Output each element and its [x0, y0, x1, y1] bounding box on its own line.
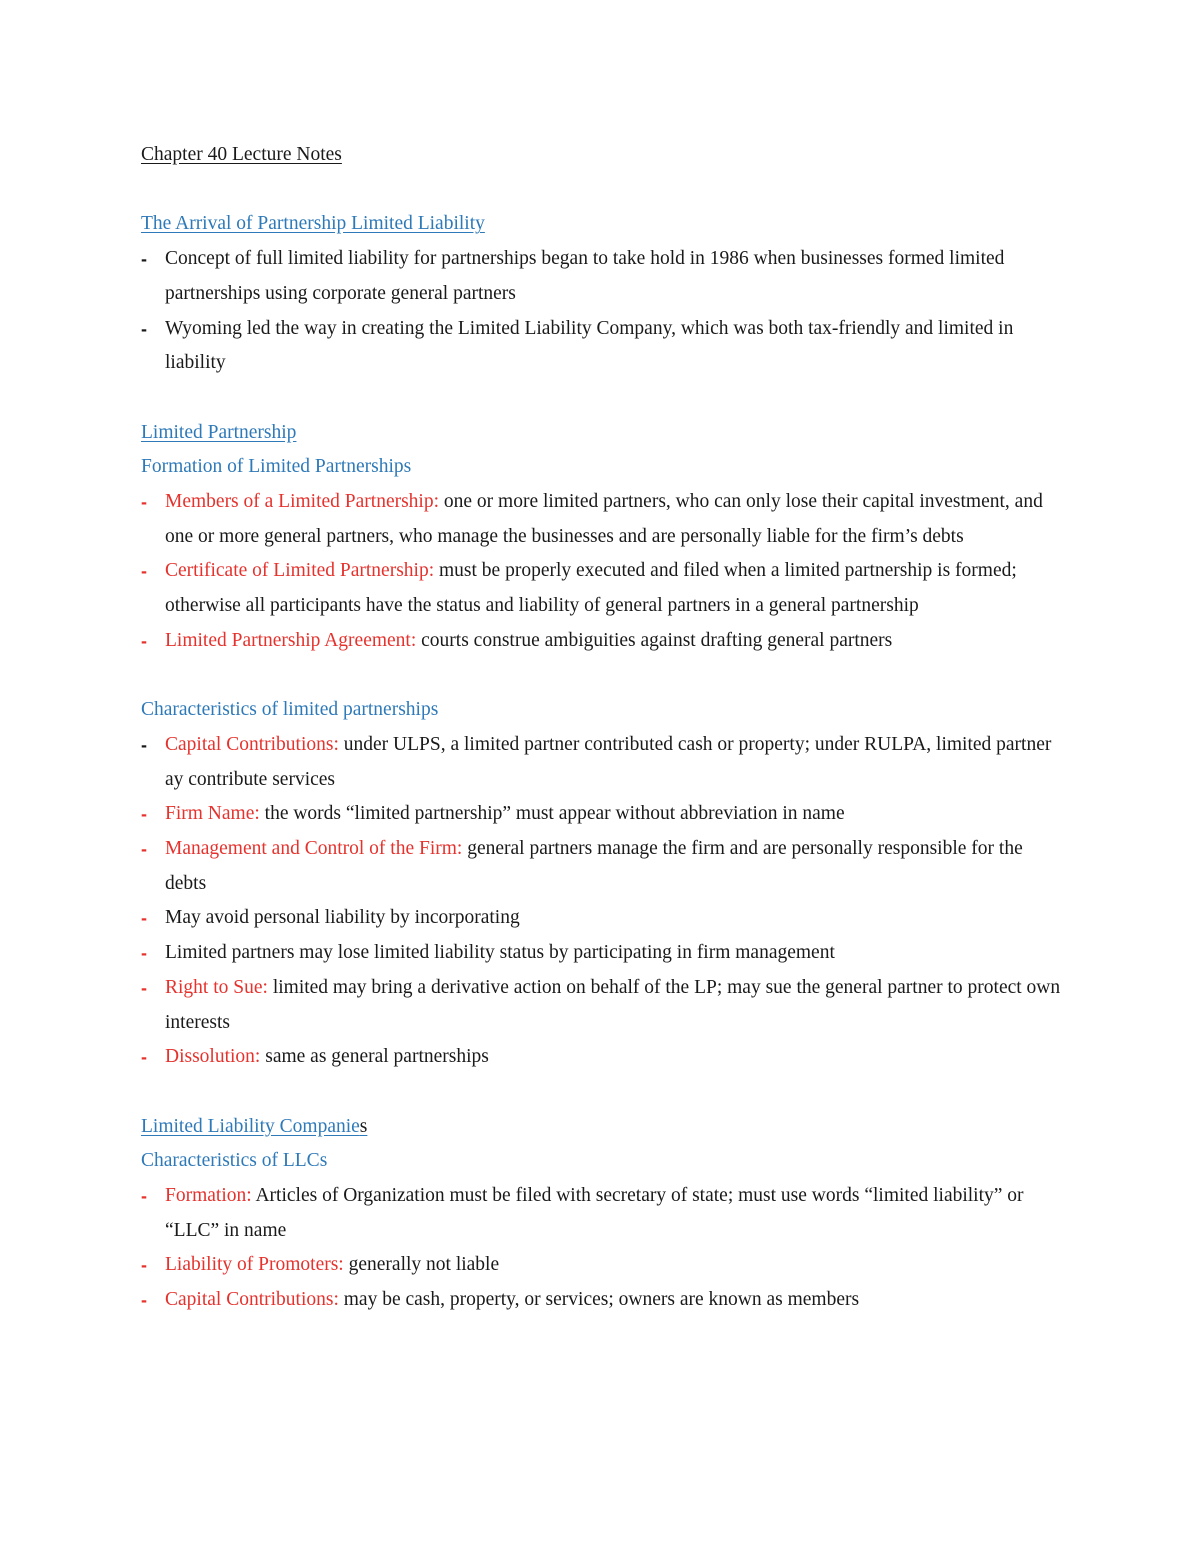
bullet-text: the words “limited partnership” must appear without abbreviation in name — [259, 803, 845, 825]
spacer — [141, 173, 1061, 208]
section-heading-llc-main: Limited Liability Companie — [141, 1115, 360, 1137]
section-heading-limited-partnership: Limited Partnership — [141, 421, 297, 443]
bullet-text: Wyoming led the way in creating the Limited Liability Company, which was both tax-friendly and limited in liability — [165, 317, 1014, 374]
bullet-text: Articles of Organization must be filed with secretary of state; must use words “limited liability” or “LLC” in name — [165, 1185, 1024, 1241]
list-item — [141, 242, 1061, 311]
section-heading-llc — [141, 1110, 1061, 1145]
bullet-term: Limited Partnership Agreement: — [165, 629, 417, 651]
list-item — [141, 1179, 1061, 1248]
dash-bullet-icon: - — [141, 734, 147, 755]
list-item — [141, 728, 1061, 797]
list-item — [141, 554, 1061, 623]
bullet-text: Concept of full limited liability for partnerships began to take hold in 1986 when businesses formed limited partnerships using corporate general partners — [165, 248, 1005, 304]
section-heading-llc-tail: s — [359, 1115, 368, 1137]
bullet-text: general partners manage the firm and are personally responsible for the debts — [165, 838, 1023, 894]
bullet-text: courts construe ambiguities against drafting general partners — [416, 629, 893, 651]
dash-bullet-icon: - — [141, 492, 147, 512]
bullet-term: Capital Contributions: — [165, 1289, 339, 1311]
spacer — [141, 659, 1061, 694]
bullet-text: May avoid personal liability by incorporating — [165, 907, 520, 929]
bullet-term: Right to Sue: — [165, 976, 268, 998]
bullet-text: limited may bring a derivative action on behalf of the LP; may sue the general partner to protect own interests — [165, 976, 1061, 1033]
bullet-term: Formation: — [165, 1185, 252, 1207]
list-item — [141, 485, 1061, 554]
dash-bullet-icon: - — [141, 943, 147, 964]
list-item — [141, 936, 1061, 971]
subheading-formation: Formation of Limited Partnerships — [141, 456, 412, 478]
bullet-term: Firm Name: — [165, 803, 260, 825]
document-page — [141, 138, 1061, 1318]
subheading-characteristics-llc: Characteristics of LLCs — [141, 1150, 328, 1172]
bullet-term: Management and Control of the Firm: — [165, 838, 463, 860]
dash-bullet-icon: - — [141, 1255, 147, 1276]
dash-bullet-icon: - — [141, 1290, 147, 1311]
bullet-term: Members of a Limited Partnership: — [165, 491, 440, 512]
list-item — [141, 797, 1061, 832]
dash-bullet-icon: - — [141, 804, 147, 825]
bullet-term: Certificate of Limited Partnership: — [165, 560, 435, 582]
bullet-term: Liability of Promoters: — [165, 1254, 344, 1276]
bullet-list-formation — [141, 485, 1061, 659]
list-item — [141, 1283, 1061, 1318]
dash-bullet-icon: - — [141, 839, 147, 860]
bullet-term: Dissolution: — [165, 1046, 261, 1068]
bullet-text: must be properly executed and filed when a limited partnership is formed; otherwise all participants have the status and liability of general partners in a general partnership — [165, 560, 1017, 617]
dash-bullet-icon: - — [141, 1047, 147, 1068]
bullet-term: Capital Contributions: — [165, 733, 339, 755]
bullet-text: Limited partners may lose limited liability status by participating in firm management — [165, 942, 835, 964]
list-item — [141, 1248, 1061, 1283]
bullet-list-characteristics-llc — [141, 1179, 1061, 1318]
spacer — [141, 1075, 1061, 1110]
dash-bullet-icon: - — [141, 908, 147, 929]
list-item — [141, 312, 1061, 381]
dash-bullet-icon: - — [141, 977, 147, 998]
dash-bullet-icon: - — [141, 249, 147, 270]
list-item — [141, 832, 1061, 901]
bullet-text: under ULPS, a limited partner contributed cash or property; under RULPA, limited partner ay contribute services — [165, 733, 1052, 790]
dash-bullet-icon: - — [141, 1186, 147, 1207]
dash-bullet-icon: - — [141, 561, 147, 582]
list-item — [141, 901, 1061, 936]
bullet-text: one or more limited partners, who can only lose their capital investment, and one or more general partners, who manage the businesses and are personally liable for the firm’s debts — [165, 491, 1043, 547]
section-heading-arrival: The Arrival of Partnership Limited Liability — [141, 213, 485, 235]
bullet-text: may be cash, property, or services; owners are known as members — [338, 1289, 860, 1311]
bullet-list-arrival — [141, 242, 1061, 381]
dash-bullet-icon: - — [141, 630, 147, 651]
list-item — [141, 624, 1061, 659]
bullet-list-characteristics-lp — [141, 728, 1061, 1075]
document-title: Chapter 40 Lecture Notes — [141, 144, 342, 165]
bullet-text: same as general partnerships — [260, 1046, 489, 1068]
subheading-characteristics-lp: Characteristics of limited partnerships — [141, 699, 439, 721]
list-item — [141, 971, 1061, 1040]
dash-bullet-icon: - — [141, 318, 147, 339]
spacer — [141, 381, 1061, 416]
bullet-text: generally not liable — [343, 1254, 500, 1276]
list-item — [141, 1040, 1061, 1075]
